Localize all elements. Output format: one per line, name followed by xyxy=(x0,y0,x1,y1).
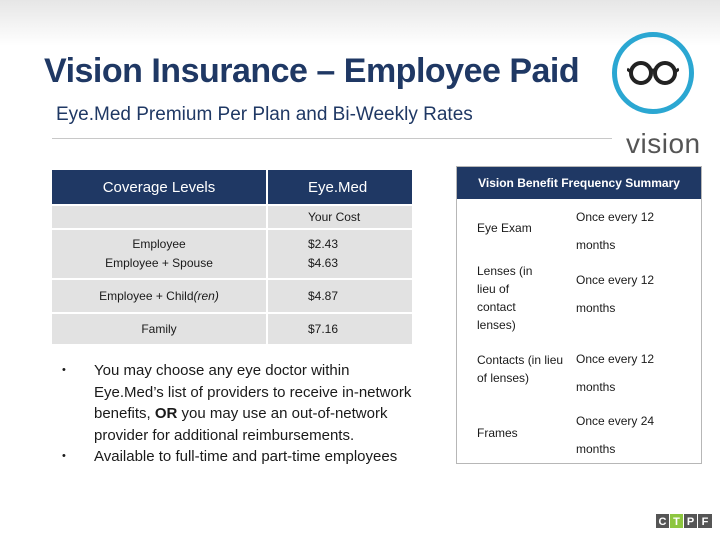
ctpf-logo xyxy=(656,514,712,528)
table-row xyxy=(52,314,412,346)
benefit-notes-list xyxy=(62,360,412,468)
frequency-value: Once every 12 months xyxy=(576,352,655,394)
frequency-summary-table xyxy=(456,166,702,464)
frequency-value: Once every 12 months xyxy=(576,210,655,252)
eyemed-header: Eye.Med xyxy=(308,178,368,196)
frequency-value: Once every 12 months xyxy=(576,273,655,315)
table-row xyxy=(457,262,701,342)
vision-logo-text: vision xyxy=(626,128,701,159)
coverage-level: Employee xyxy=(132,237,186,251)
cost-value: $4.87 xyxy=(308,289,339,303)
frequency-summary-title: Vision Benefit Frequency Summary xyxy=(457,167,701,199)
cost-value: $2.43 xyxy=(308,237,339,251)
bullet-icon: • xyxy=(62,450,66,462)
your-cost-label: Your Cost xyxy=(308,210,361,224)
eyeglasses-icon xyxy=(627,59,679,87)
benefit-label: Contacts (in lieu of lenses) xyxy=(477,353,564,385)
ctpf-letter: C xyxy=(658,516,667,528)
vision-logo-circle xyxy=(612,32,694,114)
cost-value: $7.16 xyxy=(308,322,339,336)
page-title: Vision Insurance – Employee Paid xyxy=(44,52,580,90)
header-background xyxy=(0,0,720,46)
table-row xyxy=(457,343,701,403)
premium-table xyxy=(52,170,412,346)
table-row xyxy=(52,230,412,280)
title-divider xyxy=(52,138,612,139)
table-row xyxy=(52,280,412,314)
coverage-level: Family xyxy=(52,314,268,344)
table-row xyxy=(457,407,701,463)
bullet-icon: • xyxy=(62,364,66,376)
ctpf-letter: P xyxy=(686,516,695,528)
table-row xyxy=(52,206,412,230)
ctpf-letter: T xyxy=(673,516,680,528)
frequency-value: Once every 24 months xyxy=(576,414,655,456)
coverage-level: Employee + Spouse xyxy=(105,256,213,270)
benefit-label: Eye Exam xyxy=(477,221,532,235)
coverage-levels-header: Coverage Levels xyxy=(52,170,268,204)
cost-value: $4.63 xyxy=(308,256,339,270)
benefit-label: Frames xyxy=(477,426,518,440)
page-subtitle: Eye.Med Premium Per Plan and Bi-Weekly Rates xyxy=(56,104,473,125)
ctpf-letter: F xyxy=(701,516,709,528)
coverage-level: Employee + Child (ren) xyxy=(52,280,268,312)
list-item: • Available to full-time and part-time employees xyxy=(62,446,412,468)
list-item: • You may choose any eye doctor within Eye.Med’s list of providers to receive in-network benefits, OR you may use an out-of-network provider for additional reimbursements. xyxy=(62,362,412,444)
benefit-label: Lenses (in lieu of contact lenses) xyxy=(477,264,533,332)
premium-table-header xyxy=(52,170,412,206)
